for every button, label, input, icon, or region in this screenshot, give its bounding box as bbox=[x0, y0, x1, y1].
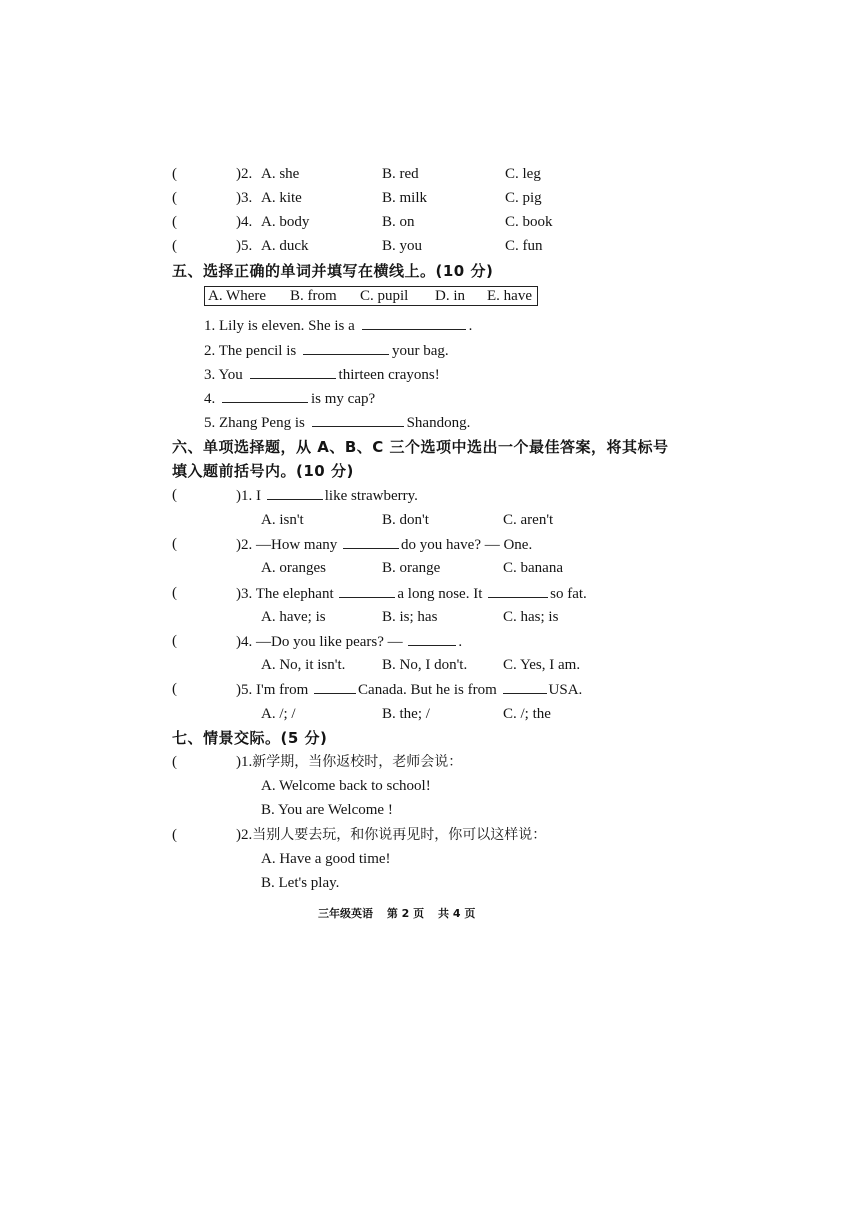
answer-paren[interactable]: ( bbox=[172, 827, 177, 843]
question-number: )1. bbox=[236, 754, 253, 770]
question-text: . bbox=[458, 634, 463, 650]
fill-text: 2. The pencil is bbox=[204, 343, 297, 359]
question-line bbox=[236, 679, 582, 700]
question-text: a long nose. It bbox=[397, 586, 483, 602]
answer-blank[interactable] bbox=[362, 315, 466, 330]
option-b: B. don't bbox=[382, 512, 429, 528]
option-a: A. /; / bbox=[261, 706, 296, 722]
option-c: C. Yes, I am. bbox=[503, 657, 581, 673]
question-text: so fat. bbox=[550, 586, 587, 602]
fill-text: 1. Lily is eleven. She is a bbox=[204, 318, 355, 334]
fill-text: your bag. bbox=[391, 343, 449, 359]
answer-paren[interactable]: ( bbox=[172, 487, 177, 503]
option-c: C. banana bbox=[503, 560, 563, 576]
question-blank bbox=[488, 583, 548, 598]
footer-total: 共 4 页 bbox=[438, 907, 476, 920]
question-blank bbox=[267, 485, 323, 500]
footer-page: 第 2 页 bbox=[386, 907, 425, 920]
answer-paren[interactable]: ( bbox=[172, 190, 177, 206]
question-text: 当别人要去玩，和你说再见时，你可以这样说： bbox=[252, 827, 547, 843]
fill-text: . bbox=[468, 318, 473, 334]
question-number: )5. bbox=[236, 238, 253, 254]
question-text: do you have? — One. bbox=[401, 537, 533, 553]
question-blank bbox=[343, 534, 399, 549]
option-c: C. pig bbox=[505, 190, 542, 206]
answer-blank[interactable] bbox=[303, 340, 389, 355]
option-a: A. oranges bbox=[261, 560, 326, 576]
question-number: )4. bbox=[236, 634, 253, 650]
answer-paren[interactable]: ( bbox=[172, 214, 177, 230]
question-text: USA. bbox=[548, 682, 583, 698]
question-text: —Do you like pears? — bbox=[256, 634, 403, 650]
answer-blank[interactable] bbox=[222, 388, 308, 403]
section-6-title: 六、单项选择题，从 A、B、C 三个选项中选出一个最佳答案，将其标号 bbox=[172, 438, 669, 456]
fill-text: 5. Zhang Peng is bbox=[204, 415, 305, 431]
answer-paren[interactable]: ( bbox=[172, 585, 177, 601]
question-blank bbox=[503, 679, 547, 694]
question-line bbox=[236, 752, 462, 772]
fill-text: is my cap? bbox=[311, 391, 376, 407]
question-blank bbox=[339, 583, 395, 598]
fill-text: 3. You bbox=[204, 367, 243, 383]
option-b: B. red bbox=[382, 166, 419, 182]
question-number: )2. bbox=[236, 537, 253, 553]
option-b: B. is; has bbox=[382, 609, 438, 625]
word-option: D. in bbox=[435, 288, 465, 304]
question-blank bbox=[314, 679, 356, 694]
question-number: )4. bbox=[236, 214, 253, 230]
question-text: The elephant bbox=[255, 586, 334, 602]
option-b: B. No, I don't. bbox=[382, 657, 468, 673]
option-b: B. on bbox=[382, 214, 415, 230]
option-a: A. Have a good time! bbox=[261, 851, 391, 867]
answer-paren[interactable]: ( bbox=[172, 633, 177, 649]
fill-text: thirteen crayons! bbox=[338, 367, 440, 383]
fill-item bbox=[204, 340, 449, 361]
question-number: )2. bbox=[236, 166, 253, 182]
option-b: B. Let's play. bbox=[261, 875, 340, 891]
option-b: B. you bbox=[382, 238, 423, 254]
answer-paren[interactable]: ( bbox=[172, 166, 177, 182]
word-option: C. pupil bbox=[360, 288, 409, 304]
question-line bbox=[236, 485, 418, 506]
question-line bbox=[236, 534, 532, 555]
fill-item bbox=[204, 364, 440, 385]
answer-paren[interactable]: ( bbox=[172, 681, 177, 697]
section-7-title: 七、情景交际。(5 分) bbox=[172, 729, 328, 747]
option-b: B. You are Welcome ! bbox=[261, 802, 393, 818]
option-a: A. isn't bbox=[261, 512, 304, 528]
word-option: E. have bbox=[487, 288, 532, 304]
page-footer bbox=[318, 904, 475, 924]
option-a: A. duck bbox=[261, 238, 309, 254]
word-option: B. from bbox=[290, 288, 337, 304]
option-a: A. have; is bbox=[261, 609, 326, 625]
option-c: C. fun bbox=[505, 238, 543, 254]
option-a: A. she bbox=[261, 166, 300, 182]
question-number: )3. bbox=[236, 190, 253, 206]
answer-blank[interactable] bbox=[312, 412, 404, 427]
option-b: B. orange bbox=[382, 560, 441, 576]
question-text: 新学期，当你返校时，老师会说： bbox=[252, 754, 463, 770]
question-text: —How many bbox=[256, 537, 338, 553]
fill-text: Shandong. bbox=[406, 415, 471, 431]
answer-blank[interactable] bbox=[250, 364, 336, 379]
question-number: )3. bbox=[236, 586, 253, 602]
section-5-title: 五、选择正确的单词并填写在横线上。(10 分) bbox=[172, 262, 494, 280]
option-c: C. leg bbox=[505, 166, 541, 182]
word-option: A. Where bbox=[208, 288, 267, 304]
question-blank bbox=[408, 631, 456, 646]
option-a: A. No, it isn't. bbox=[261, 657, 346, 673]
answer-paren[interactable]: ( bbox=[172, 754, 177, 770]
question-line bbox=[236, 825, 546, 845]
option-a: A. body bbox=[261, 214, 310, 230]
question-text: I bbox=[256, 488, 261, 504]
fill-item bbox=[204, 412, 470, 433]
fill-item bbox=[204, 388, 375, 409]
answer-paren[interactable]: ( bbox=[172, 536, 177, 552]
answer-paren[interactable]: ( bbox=[172, 238, 177, 254]
question-number: )2. bbox=[236, 827, 253, 843]
section-6-title-cont: 填入题前括号内。(10 分) bbox=[172, 462, 354, 480]
option-b: B. milk bbox=[382, 190, 428, 206]
option-c: C. has; is bbox=[503, 609, 559, 625]
footer-subject: 三年级英语 bbox=[318, 907, 373, 920]
fill-item bbox=[204, 315, 472, 336]
question-number: )1. bbox=[236, 488, 253, 504]
option-a: A. Welcome back to school! bbox=[261, 778, 431, 794]
question-number: )5. bbox=[236, 682, 253, 698]
option-c: C. /; the bbox=[503, 706, 551, 722]
question-line bbox=[236, 583, 587, 604]
option-a: A. kite bbox=[261, 190, 302, 206]
option-c: C. book bbox=[505, 214, 553, 230]
word-bank bbox=[204, 286, 538, 306]
question-text: I'm from bbox=[256, 682, 309, 698]
option-b: B. the; / bbox=[382, 706, 430, 722]
question-text: like strawberry. bbox=[324, 488, 418, 504]
fill-text: 4. bbox=[204, 391, 216, 407]
question-text: Canada. But he is from bbox=[358, 682, 497, 698]
option-c: C. aren't bbox=[503, 512, 554, 528]
question-line bbox=[236, 631, 462, 652]
